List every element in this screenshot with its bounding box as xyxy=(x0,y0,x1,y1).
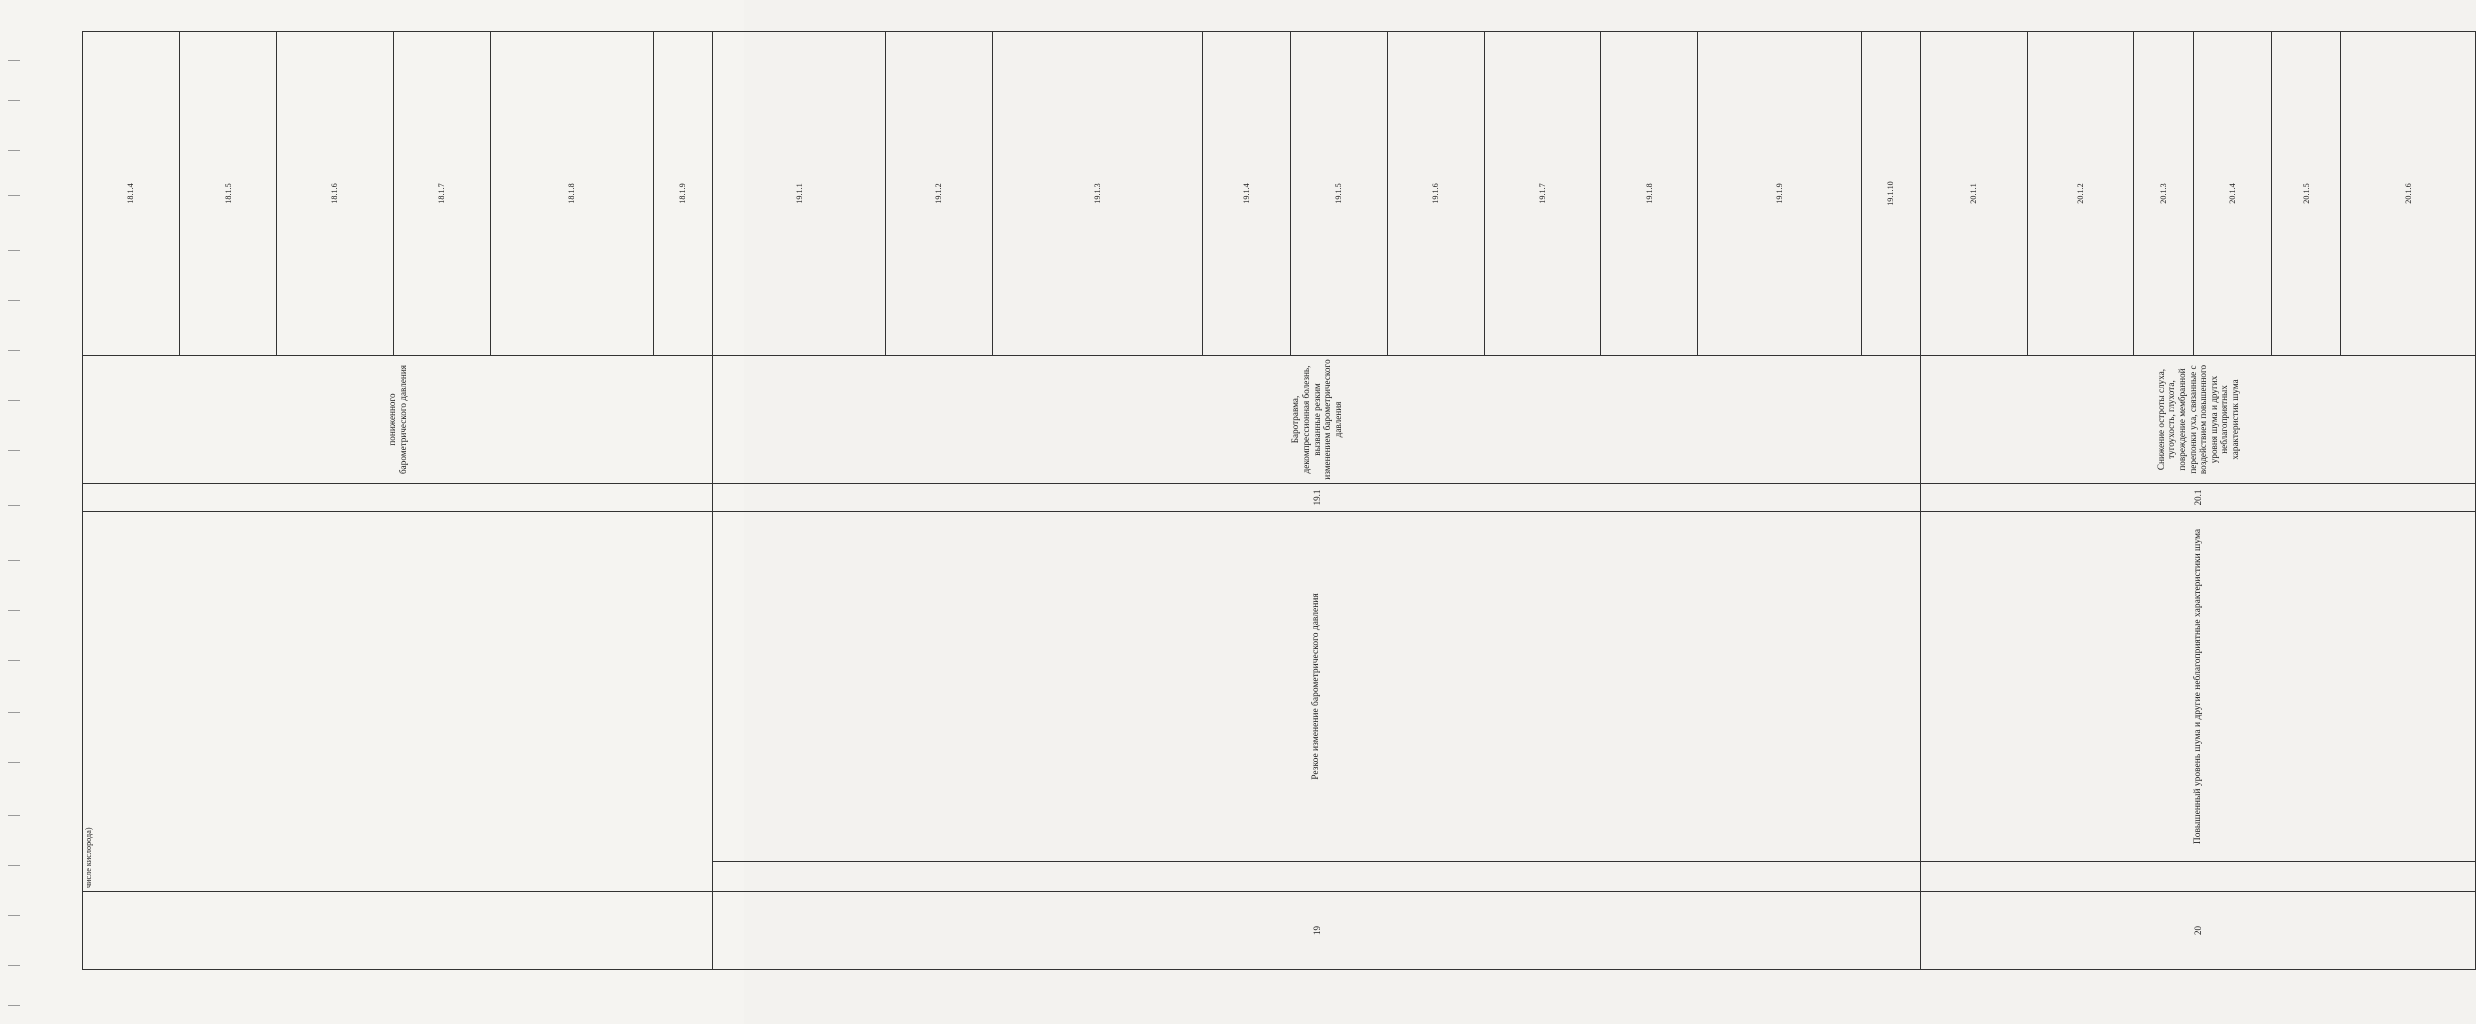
table-row xyxy=(713,32,886,970)
measure-code: 19.1.6 xyxy=(1387,32,1484,356)
group-19-risk: Баротравма, декомпрессионная болезнь, вызванные резким изменением барометрического давления xyxy=(713,356,1921,484)
table-row xyxy=(1921,32,2028,970)
measure-code: 19.1.5 xyxy=(1290,32,1387,356)
measure-code: 19.1.10 xyxy=(1861,32,1921,356)
group-19-spacer xyxy=(713,862,1921,892)
measure-code: 18.1.7 xyxy=(393,32,490,356)
group-20-risk-code: 20.1 xyxy=(1921,484,2476,512)
measure-code: 20.1.5 xyxy=(2272,32,2341,356)
group-20-spacer xyxy=(1921,862,2476,892)
measure-code: 19.1.4 xyxy=(1202,32,1290,356)
measure-code: 20.1.4 xyxy=(2193,32,2271,356)
table-row xyxy=(83,32,180,970)
measure-code: 18.1.9 xyxy=(653,32,713,356)
group-19-number: 19 xyxy=(713,892,1921,970)
group-20-hazard: Повышенный уровень шума и другие неблагоприятные характеристики шума xyxy=(1921,512,2476,862)
measure-code: 20.1.1 xyxy=(1921,32,2028,356)
risk-measures-table xyxy=(82,31,2476,970)
measure-code: 18.1.8 xyxy=(490,32,653,356)
group-19-hazard: Резкое изменение барометрического давления xyxy=(713,512,1921,862)
binding-holes xyxy=(8,0,38,1024)
measure-code: 19.1.1 xyxy=(713,32,886,356)
measure-code: 20.1.2 xyxy=(2027,32,2134,356)
measure-code: 18.1.4 xyxy=(83,32,180,356)
measure-code: 18.1.6 xyxy=(277,32,393,356)
group-18-risk-code xyxy=(83,484,713,512)
measure-code: 18.1.5 xyxy=(180,32,277,356)
measure-code: 19.1.7 xyxy=(1485,32,1601,356)
measure-code: 19.1.9 xyxy=(1698,32,1861,356)
group-18-risk: пониженного барометрического давления xyxy=(83,356,713,484)
measure-code: 19.1.2 xyxy=(886,32,993,356)
group-20-number: 20 xyxy=(1921,892,2476,970)
group-18-hazard: числе кислорода) xyxy=(83,512,713,892)
rotated-table-container xyxy=(82,32,2413,970)
measure-code: 20.1.3 xyxy=(2134,32,2194,356)
measure-code: 20.1.6 xyxy=(2341,32,2476,356)
measure-code: 19.1.8 xyxy=(1601,32,1698,356)
group-18-number xyxy=(83,892,713,970)
group-20-risk: Снижение остроты слуха, тугоухость, глухота, повреждение мембранной перепонки уха, связанные с воздействием повышенного уровня шума и других неблагоприятных характеристик шума xyxy=(1921,356,2476,484)
group-19-risk-code: 19.1 xyxy=(713,484,1921,512)
measure-code: 19.1.3 xyxy=(992,32,1202,356)
